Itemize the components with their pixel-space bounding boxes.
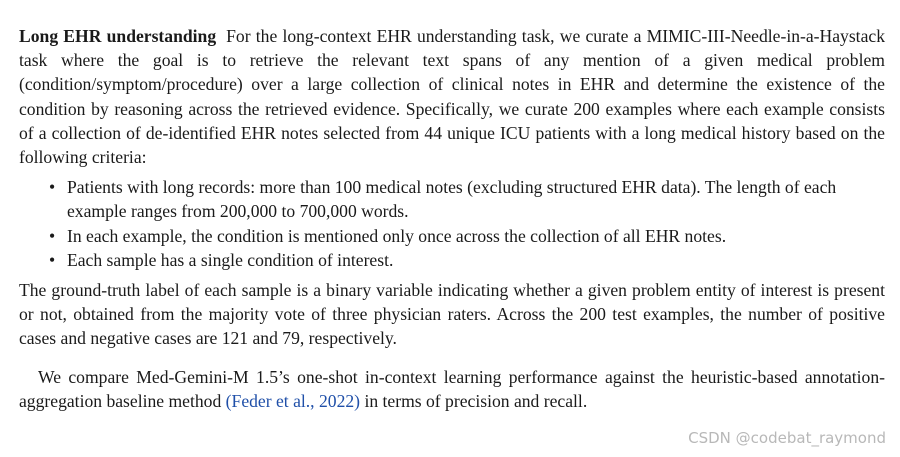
citation-link[interactable]: (Feder et al., 2022): [225, 390, 361, 411]
section-heading: Long EHR understanding: [19, 26, 217, 46]
paper-section: [19, 24, 885, 413]
ground-truth-paragraph: The ground-truth label of each sample is a binary variable indicating whether a given problem entity of interest is present or not, obtained from the majority vote of three physician raters. Across the 200 test examples, the number of positive cases and negative cases are 121 and 79, respectively.: [19, 280, 885, 349]
intro-text: For the long-context EHR understanding task, we curate a MIMIC-III-Needle-in-a-Haystack task where the goal is to retrieve the relevant text spans of any mention of a given medical problem (condition/symptom/procedure) over a large collection of clinical notes in EHR and determine the existence of the condition by reasoning across the retrieved evidence. Specifically, we curate 200 examples where each example consists of a collection of de-identified EHR notes selected from 44 unique ICU patients with a long medical history based on the following criteria:: [19, 26, 885, 168]
criteria-item: • Each sample has a single condition of interest.: [67, 248, 885, 272]
intro-paragraph: [19, 24, 885, 169]
comparison-paragraph: [19, 365, 885, 413]
criteria-list: [19, 175, 885, 272]
criteria-item: • Patients with long records: more than 100 medical notes (excluding structured EHR data). The length of each example ranges from 200,000 to 700,000 words.: [67, 175, 885, 223]
comparison-text-after: in terms of precision and recall.: [364, 390, 588, 411]
comparison-text-before: We compare Med-Gemini-M 1.5’s one-shot in-context learning performance against the heuristic-based annotation-aggregation baseline method: [19, 366, 885, 411]
watermark: CSDN @codebat_raymond: [688, 429, 886, 447]
criteria-item: • In each example, the condition is mentioned only once across the collection of all EHR notes.: [67, 224, 885, 248]
